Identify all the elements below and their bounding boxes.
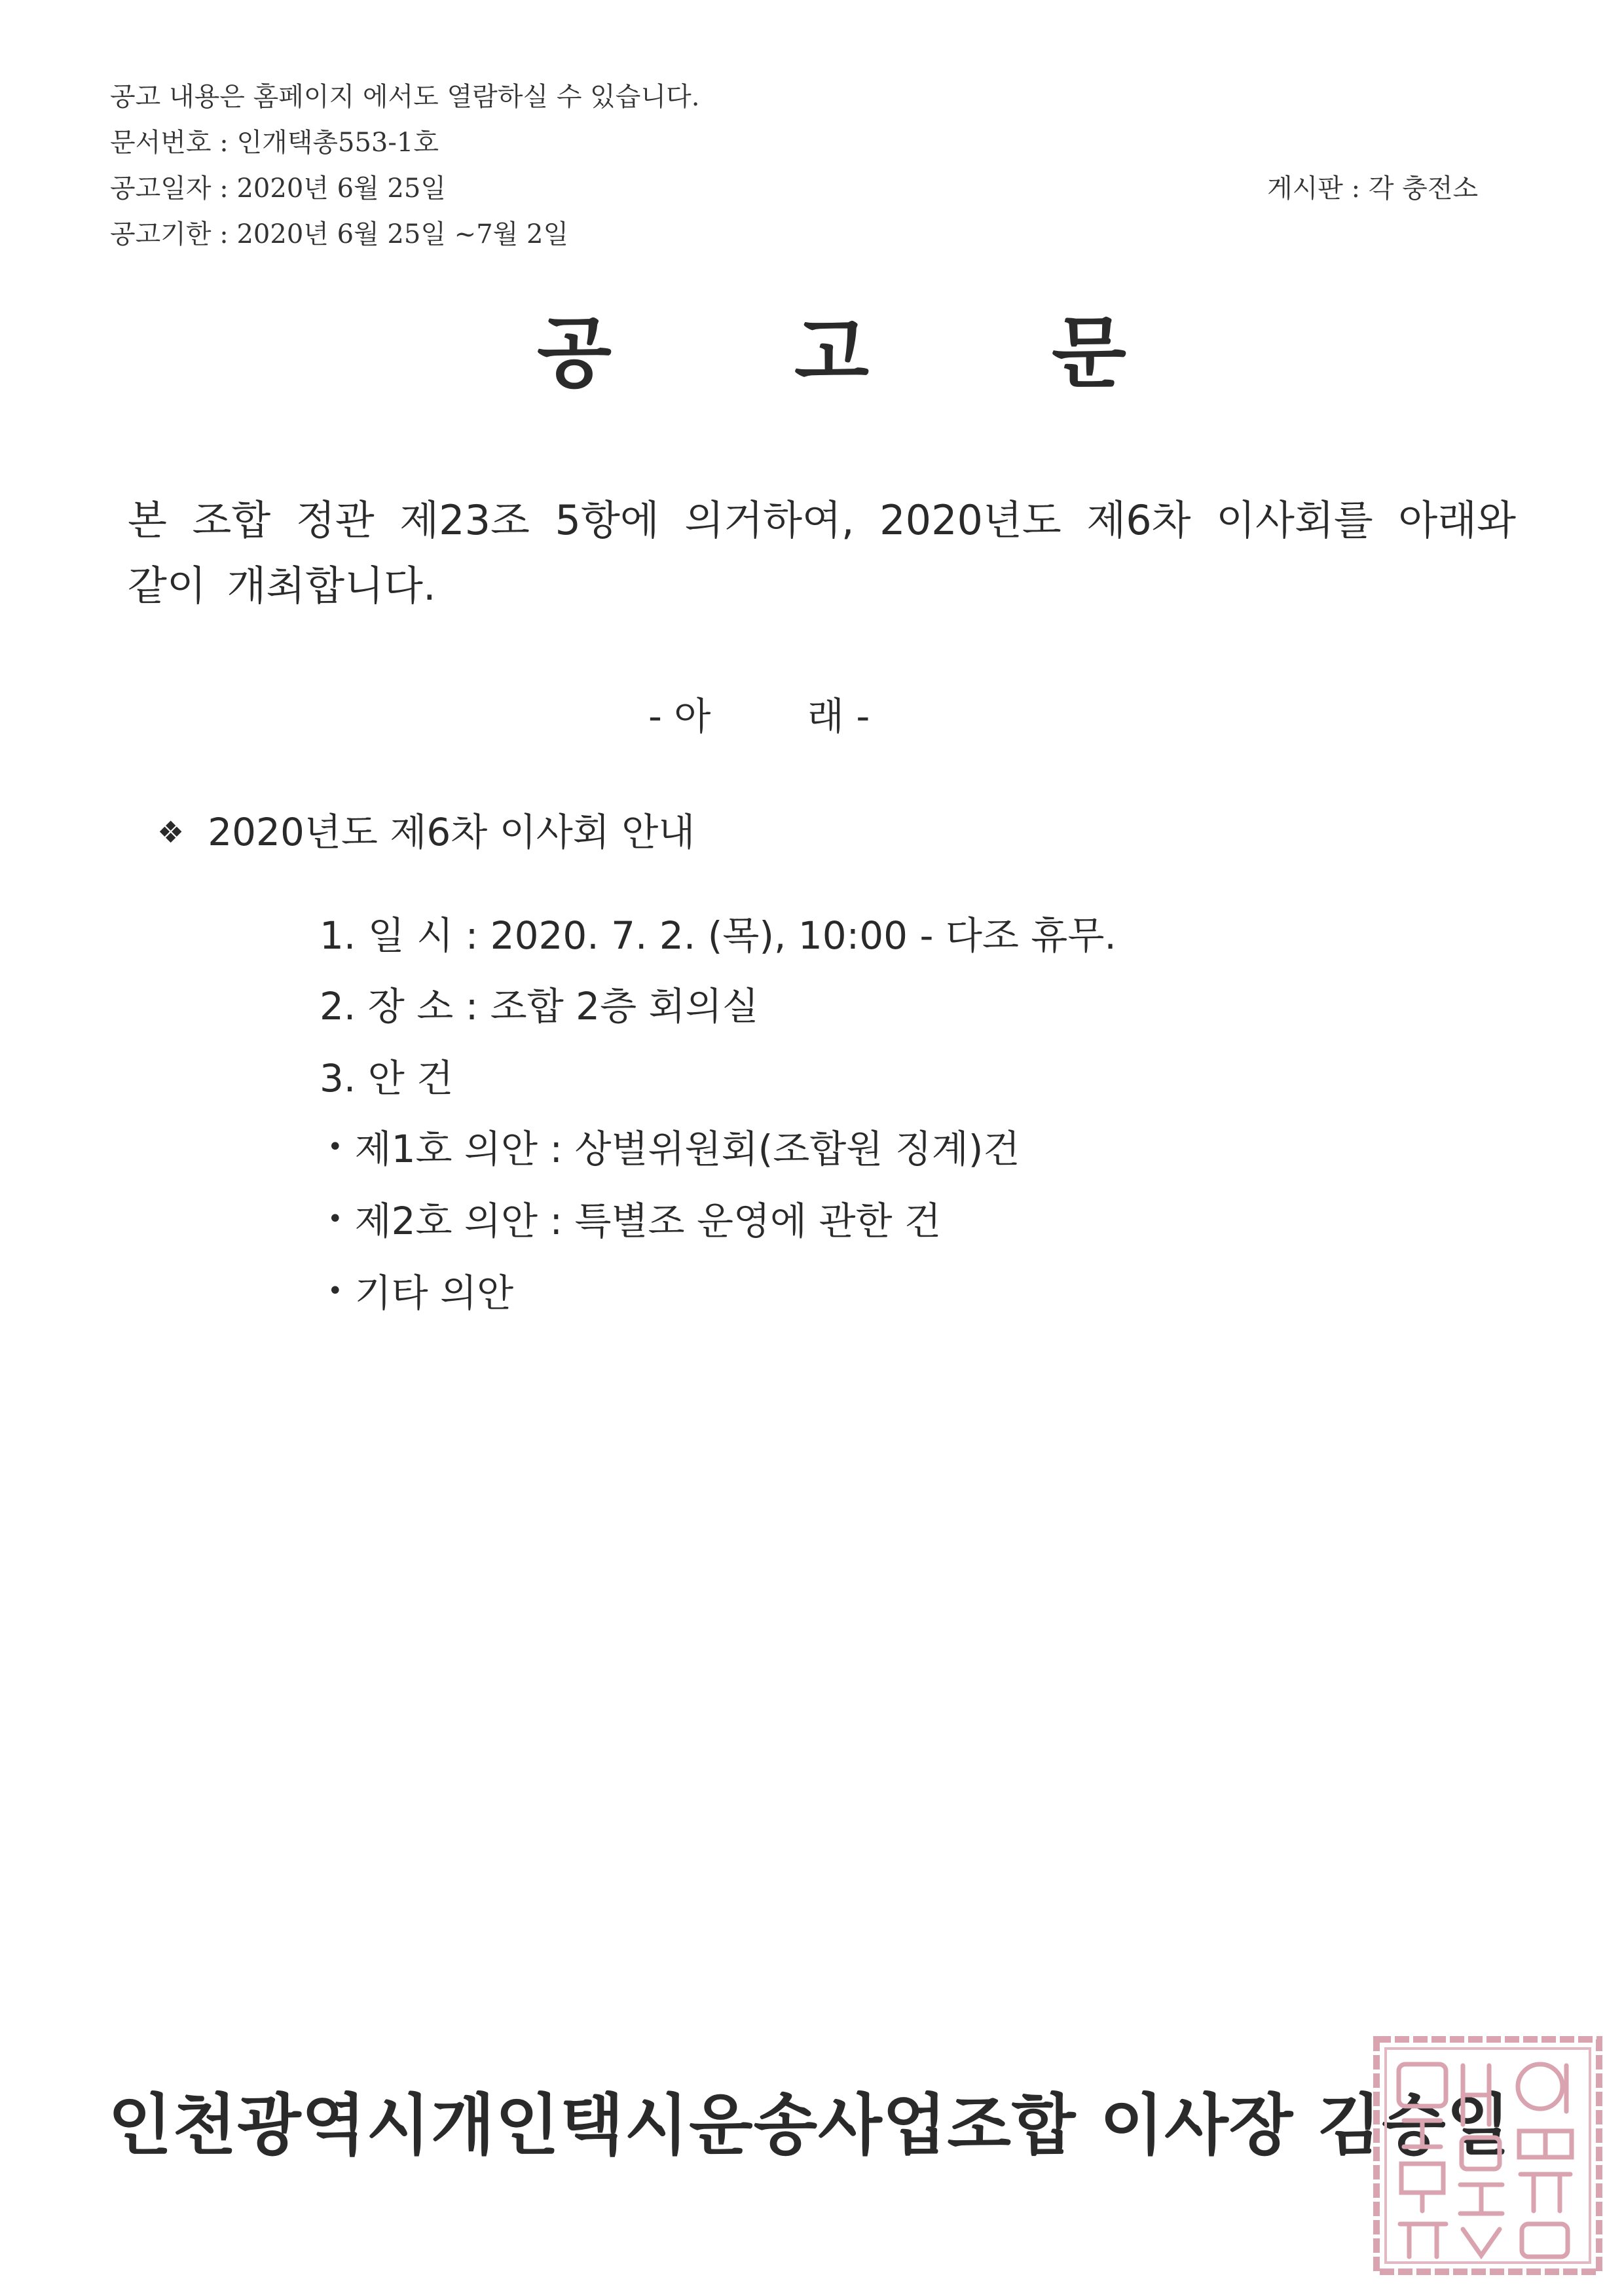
official-seal-icon: [1370, 2033, 1606, 2278]
notice-period: 공고기한 : 2020년 6월 25일 ~7월 2일: [110, 219, 569, 249]
page-title: [537, 308, 1126, 398]
below-marker: - 아 래 -: [648, 694, 870, 738]
title-char-1: 공: [537, 308, 612, 398]
document-number: 문서번호 : 인개택총553-1호: [110, 128, 439, 158]
intro-paragraph: 본 조합 정관 제23조 5항에 의거하여, 2020년도 제6차 이사회를 아래와 같이 개최합니다.: [128, 496, 1516, 610]
agenda-entry: [327, 1199, 942, 1243]
agenda-entry-text: 제2호 의안 : 특별조 운영에 관한 건: [354, 1199, 942, 1243]
homepage-notice-line: 공고 내용은 홈페이지 에서도 열람하실 수 있습니다.: [110, 82, 700, 112]
bullet-dot-icon: •: [327, 1276, 343, 1306]
agenda-entry: [327, 1271, 514, 1315]
agenda-entry-text: 기타 의안: [354, 1271, 514, 1315]
section-heading: [157, 810, 695, 854]
bullet-dot-icon: •: [327, 1132, 343, 1162]
title-char-2: 고: [794, 308, 869, 398]
item-location: 2. 장 소 : 조합 2층 회의실: [320, 984, 759, 1029]
item-agenda-heading: 3. 안 건: [320, 1056, 454, 1101]
agenda-entry: [327, 1127, 1020, 1171]
title-char-3: 문: [1052, 308, 1126, 398]
bullet-dot-icon: •: [327, 1204, 343, 1234]
item-datetime: 1. 일 시 : 2020. 7. 2. (목), 10:00 - 다조 휴무.: [320, 913, 1116, 958]
agenda-entry-text: 제1호 의안 : 상벌위원회(조합원 징계)건: [354, 1127, 1020, 1171]
notice-date: 공고일자 : 2020년 6월 25일: [110, 173, 446, 204]
diamond-bullet-icon: ❖: [157, 814, 185, 850]
signature-line: 인천광역시개인택시운송사업조합 이사장 김승일: [108, 2086, 1511, 2164]
section-heading-text: 2020년도 제6차 이사회 안내: [208, 810, 695, 854]
bulletin-board-info: 게시판 : 각 충전소: [1267, 173, 1479, 204]
